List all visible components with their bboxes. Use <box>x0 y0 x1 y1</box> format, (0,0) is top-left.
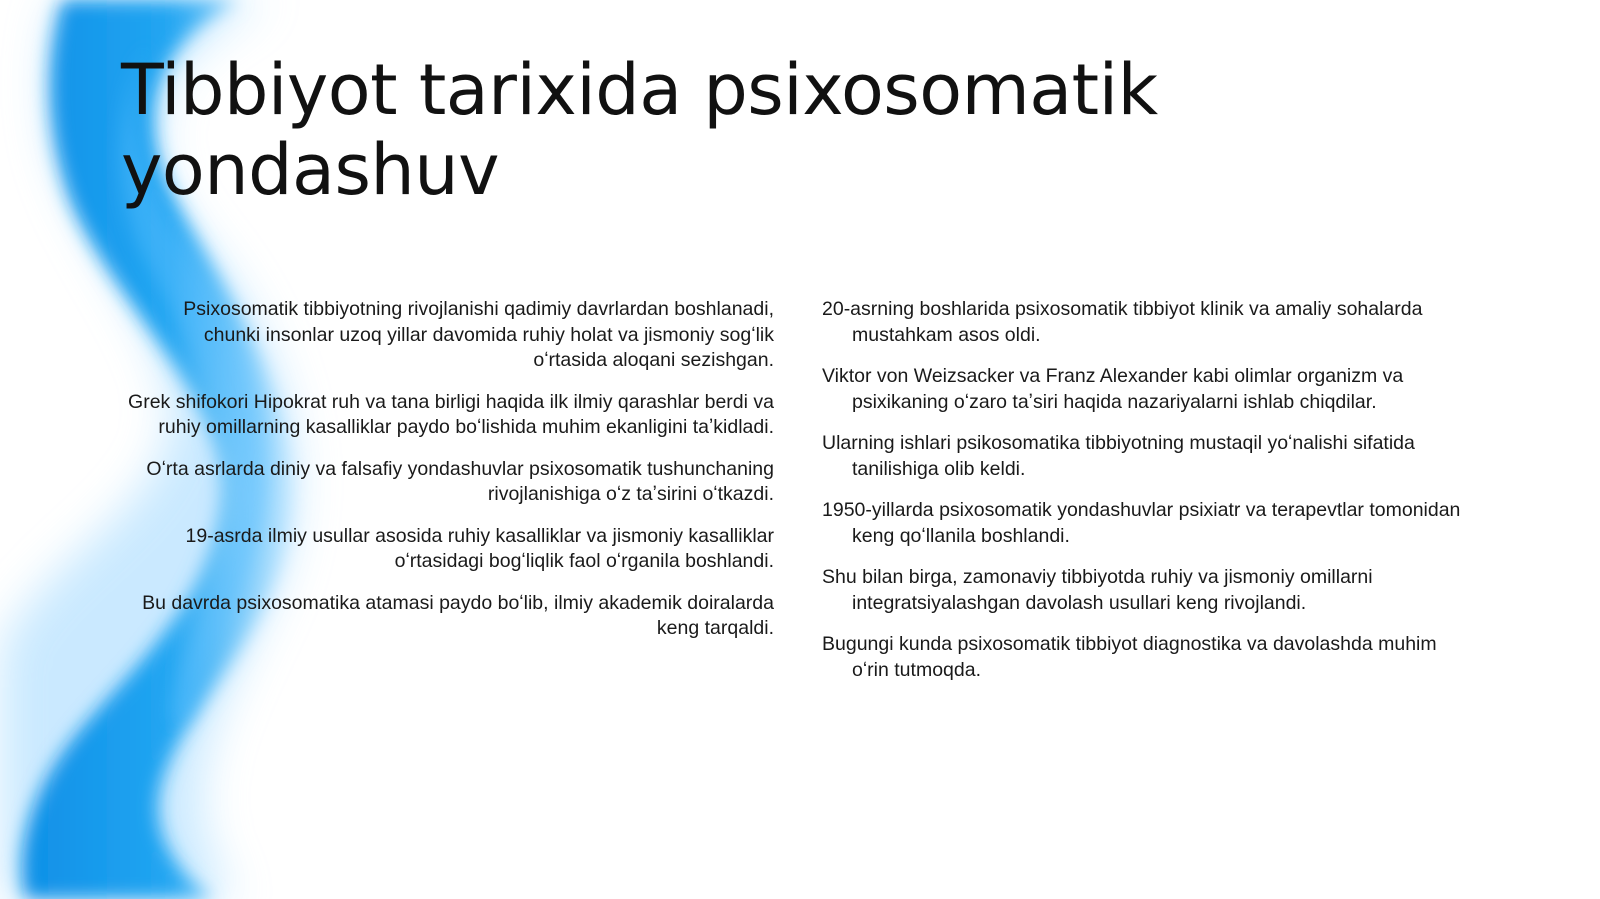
right-paragraph-4: 1950-yillarda psixosomatik yondashuvlar psixiatr va terapevtlar tomonidan keng qoʻllanila boshlandi. <box>822 499 1461 547</box>
right-paragraph-6: Bugungi kunda psixosomatik tibbiyot diagnostika va davolashda muhim oʻrin tutmoqda. <box>822 633 1437 681</box>
left-paragraph-3: Oʻrta asrlarda diniy va falsafiy yondashuvlar psixosomatik tushunchaning rivojlanishiga oʻz taʼsirini oʻtkazdi. <box>146 457 774 505</box>
right-paragraph-2: Viktor von Weizsacker va Franz Alexander kabi olimlar organizm va psixikaning oʻzaro taʼsiri haqida nazariyalarni ishlab chiqdilar. <box>822 365 1404 413</box>
right-paragraph-3: Ularning ishlari psikosomatika tibbiyotning mustaqil yoʻnalishi sifatida tanilishiga olib keldi. <box>822 432 1415 480</box>
left-paragraph-2: Grek shifokori Hipokrat ruh va tana birligi haqida ilk ilmiy qarashlar berdi va ruhiy omillarning kasalliklar paydo boʻlishida muhim ekanligini taʼkidladi. <box>128 390 774 438</box>
right-text-column <box>822 297 1462 699</box>
slide-title: Tibbiyot tarixida psixosomatik yondashuv <box>121 49 1158 211</box>
left-paragraph-5: Bu davrda psixosomatika atamasi paydo boʻlib, ilmiy akademik doiralarda keng tarqaldi. <box>142 591 774 639</box>
left-paragraph-1: Psixosomatik tibbiyotning rivojlanishi qadimiy davrlardan boshlanadi, chunki insonlar uzoq yillar davomida ruhiy holat va jismoniy sogʻlik oʻrtasida aloqani sezishgan. <box>183 298 774 371</box>
right-paragraph-5: Shu bilan birga, zamonaviy tibbiyotda ruhiy va jismoniy omillarni integratsiyalashgan davolash usullari keng rivojlandi. <box>822 566 1373 614</box>
left-text-column <box>128 297 774 658</box>
right-paragraph-1: 20-asrning boshlarida psixosomatik tibbiyot klinik va amaliy sohalarda mustahkam asos oldi. <box>822 298 1423 346</box>
left-paragraph-4: 19-asrda ilmiy usullar asosida ruhiy kasalliklar va jismoniy kasalliklar oʻrtasidagi bogʻliqlik faol oʻrganila boshlandi. <box>185 524 774 572</box>
